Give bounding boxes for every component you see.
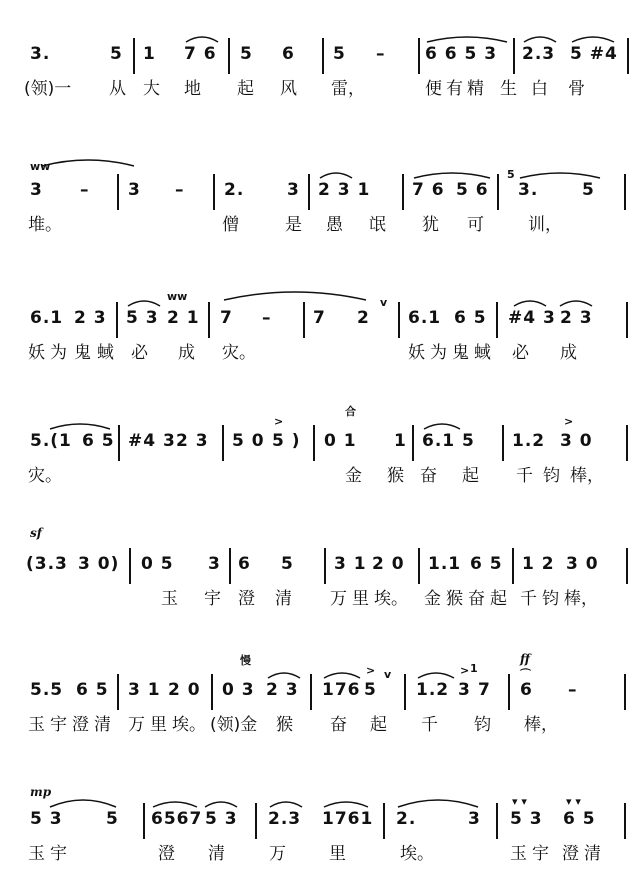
lyric-char: 生	[500, 79, 517, 99]
slur	[322, 797, 370, 809]
lyric-line	[0, 463, 640, 491]
slur	[518, 168, 602, 180]
lyric-char: 里	[352, 589, 369, 609]
lyric-char: 骨	[568, 79, 585, 99]
lyric-char: 奋	[468, 589, 485, 609]
note: 2.3	[522, 44, 556, 64]
barline	[626, 548, 628, 584]
dynamic-marking: mp	[30, 785, 52, 799]
breath-mark: v	[380, 296, 388, 309]
note: 6 5	[82, 431, 115, 451]
barline	[222, 425, 224, 461]
lyric-char: 起	[237, 79, 254, 99]
lyric-char: 千	[421, 715, 438, 735]
slur	[425, 32, 509, 44]
note: 6 5	[454, 308, 487, 328]
note: 3 1	[334, 554, 367, 574]
lyric-char: 为	[50, 343, 67, 363]
barline	[143, 803, 145, 839]
slur	[318, 168, 354, 180]
barline	[303, 302, 305, 338]
note: 1	[143, 44, 156, 64]
barline	[497, 174, 499, 210]
barline	[512, 548, 514, 584]
lyric-char: 玉	[28, 844, 45, 864]
note: 6 5	[76, 680, 109, 700]
slur	[416, 668, 456, 680]
note: –	[568, 680, 578, 700]
trill-mark: ww	[167, 290, 188, 303]
lyric-char: 妖	[28, 343, 45, 363]
notation-line	[0, 785, 640, 839]
lyric-char: 妖	[408, 343, 425, 363]
lyric-char: 灾。	[28, 466, 62, 486]
notation-line	[0, 526, 640, 584]
lyric-char: 奋	[330, 715, 347, 735]
barline	[508, 674, 510, 710]
lyric-char: 地	[184, 79, 201, 99]
barline	[398, 302, 400, 338]
note: –	[376, 44, 386, 64]
lyric-line	[0, 712, 640, 740]
dynamic-marking: sf	[30, 526, 42, 540]
lyric-char: 犹	[422, 215, 439, 235]
barline	[118, 425, 120, 461]
tie	[222, 288, 368, 302]
note: –	[80, 180, 90, 200]
note: 2 1	[167, 308, 200, 328]
barline	[626, 302, 628, 338]
barline	[324, 548, 326, 584]
notation-line	[0, 290, 640, 338]
note: 2.	[396, 809, 417, 829]
barline	[624, 674, 626, 710]
lyric-char: 清	[208, 844, 225, 864]
note: 3	[287, 180, 300, 200]
note: 3	[458, 680, 471, 700]
slur	[266, 668, 302, 680]
note: 5	[333, 44, 346, 64]
lyric-char: 精	[467, 79, 484, 99]
lyric-char: 猴	[387, 466, 404, 486]
lyric-char: 便	[425, 79, 442, 99]
note: 2 3	[266, 680, 299, 700]
barline	[502, 425, 504, 461]
slur	[126, 296, 162, 308]
slur	[558, 296, 594, 308]
note: #4 3	[508, 308, 556, 328]
barline	[624, 803, 626, 839]
note: 3	[30, 180, 43, 200]
note: 2 0	[168, 680, 201, 700]
note: 5	[110, 44, 123, 64]
note: 7	[313, 308, 326, 328]
note: 1	[394, 431, 407, 451]
note: 6	[238, 554, 251, 574]
lyric-char: 里	[329, 844, 346, 864]
note: 3.	[30, 44, 51, 64]
note: 3	[468, 809, 481, 829]
lyric-char: 是	[285, 215, 302, 235]
note: 6 6 5 3	[425, 44, 498, 64]
note: 1.1	[428, 554, 462, 574]
note: 2 3	[560, 308, 593, 328]
tempo-marking: 慢	[240, 654, 251, 667]
slur	[570, 32, 616, 44]
lyric-char: 万	[269, 844, 286, 864]
note: 2.	[224, 180, 245, 200]
accent-mark: >	[564, 415, 574, 428]
barline	[404, 674, 406, 710]
note: 3 1	[128, 680, 161, 700]
note: –	[175, 180, 185, 200]
lyric-char: 猴	[446, 589, 463, 609]
notation-line	[0, 160, 640, 210]
barline	[626, 425, 628, 461]
accent-mark: >	[274, 415, 284, 428]
lyric-char: 万	[330, 589, 347, 609]
note: 1 2	[522, 554, 555, 574]
breath-mark: v	[384, 668, 392, 681]
barline	[310, 674, 312, 710]
note: 5 #4	[570, 44, 618, 64]
lyric-char: 堆。	[28, 215, 62, 235]
barline	[418, 38, 420, 74]
lyric-char: 僧	[222, 215, 239, 235]
barline	[496, 302, 498, 338]
dynamic-marking: ff	[520, 652, 530, 666]
note: 5 3	[30, 809, 63, 829]
lyric-char: 有	[446, 79, 463, 99]
lyric-char: 愚	[326, 215, 343, 235]
slur	[322, 668, 362, 680]
barline	[627, 38, 629, 74]
lyric-char: 蜮	[474, 343, 491, 363]
slur	[512, 296, 548, 308]
lyric-char: (领)一	[24, 79, 72, 99]
tie	[40, 156, 136, 168]
barline	[255, 803, 257, 839]
trill-mark: ww	[30, 160, 51, 173]
lyric-char: 灾。	[222, 343, 256, 363]
slur	[151, 797, 199, 809]
note: #4 3	[128, 431, 176, 451]
note: 5	[106, 809, 119, 829]
notation-line	[0, 652, 640, 710]
note: 6 5	[470, 554, 503, 574]
barline	[117, 174, 119, 210]
lyric-char: 鬼	[74, 343, 91, 363]
lyric-char: 里	[150, 715, 167, 735]
lyric-char: 钧	[474, 715, 491, 735]
lyric-char: 宇	[204, 589, 221, 609]
note: 5.(1	[30, 431, 72, 451]
note: 5.5	[30, 680, 64, 700]
slur	[522, 32, 558, 44]
lyric-char: 鬼	[452, 343, 469, 363]
note: 5	[364, 680, 377, 700]
lyric-char: 起	[490, 589, 507, 609]
note: 2 3 1	[318, 180, 371, 200]
note: 2	[357, 308, 370, 328]
barline	[117, 674, 119, 710]
note: 3	[208, 554, 221, 574]
lyric-char: 起	[462, 466, 479, 486]
lyric-line	[0, 841, 640, 869]
lyric-char: 可	[467, 215, 484, 235]
note: –	[262, 308, 272, 328]
barline	[402, 174, 404, 210]
slur	[422, 419, 462, 431]
lyric-char: 大	[143, 79, 160, 99]
lyric-char: 风	[280, 79, 297, 99]
accent-mark: >	[460, 664, 470, 677]
lyric-char: 奋	[420, 466, 437, 486]
lyric-char: 澄	[238, 589, 255, 609]
lyric-char: 成	[560, 343, 577, 363]
note: 5	[281, 554, 294, 574]
barline	[383, 803, 385, 839]
lyric-char: 清	[94, 715, 111, 735]
lyric-char: 蜮	[97, 343, 114, 363]
note: 5 6	[456, 180, 489, 200]
note: 6	[520, 680, 533, 700]
barline	[211, 674, 213, 710]
lyric-char: 金	[424, 589, 441, 609]
accent-mark: >	[366, 664, 376, 677]
lyric-char: 清	[275, 589, 292, 609]
lyric-char: 白	[531, 79, 548, 99]
lyric-char: 澄	[158, 844, 175, 864]
note: 6.1	[422, 431, 456, 451]
lyric-char: (领)金	[210, 715, 258, 735]
lyric-char: 必	[131, 343, 148, 363]
note: 2 0	[372, 554, 405, 574]
lyric-char: 成	[178, 343, 195, 363]
slur	[48, 795, 118, 809]
note: (3.3	[26, 554, 68, 574]
note: 5 3	[510, 809, 543, 829]
barline	[624, 174, 626, 210]
lyric-line	[0, 212, 640, 240]
barline	[228, 38, 230, 74]
note: 5 3	[126, 308, 159, 328]
lyric-char: 玉	[161, 589, 178, 609]
slur	[268, 797, 304, 809]
lyric-char: 雷，	[331, 79, 365, 99]
note: 5 3	[205, 809, 238, 829]
lyric-char: 澄	[72, 715, 89, 735]
notation-line	[0, 38, 640, 74]
barline	[129, 548, 131, 584]
lyric-char: 千	[520, 589, 537, 609]
lyric-line	[0, 76, 640, 104]
lyric-char: 猴	[276, 715, 293, 735]
note: 7	[478, 680, 491, 700]
note: 2.3	[268, 809, 302, 829]
note: 1.2	[512, 431, 546, 451]
barline	[229, 548, 231, 584]
lyric-char: 训，	[528, 215, 562, 235]
note: 7 6	[412, 180, 445, 200]
slur	[203, 797, 239, 809]
note: 5 )	[272, 431, 301, 451]
barline	[208, 302, 210, 338]
lyric-char: 埃。	[172, 715, 206, 735]
lyric-line	[0, 340, 640, 368]
lyric-char: 氓	[369, 215, 386, 235]
barline	[513, 38, 515, 74]
lyric-char: 棒，	[524, 715, 558, 735]
fermata-mark: ⌒	[520, 668, 531, 681]
staccato-marks: ▾ ▾	[512, 795, 527, 808]
note: 0 5	[141, 554, 174, 574]
lyric-char: 棒，	[570, 466, 604, 486]
grace-note: 5	[507, 168, 515, 181]
note: 6	[282, 44, 295, 64]
barline	[116, 302, 118, 338]
lyric-char: 钧	[543, 466, 560, 486]
note: 5	[240, 44, 253, 64]
note: 2 3	[176, 431, 209, 451]
note: 6 5	[563, 809, 596, 829]
barline	[418, 548, 420, 584]
notation-line	[0, 405, 640, 461]
note: 7 6	[184, 44, 217, 64]
note: 3 0	[566, 554, 599, 574]
lyric-char: 埃。	[374, 589, 408, 609]
lyric-char: 澄	[562, 844, 579, 864]
note: 3.	[518, 180, 539, 200]
barline	[313, 425, 315, 461]
slur	[396, 795, 480, 809]
lyric-char: 宇	[50, 715, 67, 735]
lyric-char: 必	[512, 343, 529, 363]
note: 3 0	[560, 431, 593, 451]
note: 1761	[322, 809, 374, 829]
lyric-char: 从	[109, 79, 126, 99]
lyric-line	[0, 586, 640, 614]
barline	[412, 425, 414, 461]
note: 5	[462, 431, 475, 451]
note: 2 3	[74, 308, 107, 328]
barline	[496, 803, 498, 839]
lyric-char: 宇	[50, 844, 67, 864]
grace-note: 1	[470, 662, 478, 675]
note: 7	[220, 308, 233, 328]
staccato-marks: ▾ ▾	[566, 795, 581, 808]
lyric-char: 万	[128, 715, 145, 735]
lyric-char: 清	[584, 844, 601, 864]
lyric-char: 千	[516, 466, 533, 486]
slur	[48, 419, 112, 431]
lyric-char: 为	[430, 343, 447, 363]
lyric-char: 起	[370, 715, 387, 735]
barline	[308, 174, 310, 210]
note: 6567	[151, 809, 203, 829]
note: 6.1	[408, 308, 442, 328]
barline	[213, 174, 215, 210]
note: 1.2	[416, 680, 450, 700]
lyric-char: 金	[345, 466, 362, 486]
lyric-char: 钧	[542, 589, 559, 609]
lyric-char: 埃。	[400, 844, 434, 864]
note: 0 1	[324, 431, 357, 451]
tempo-marking: 合	[345, 405, 356, 418]
note: 5 0	[232, 431, 265, 451]
lyric-char: 棒，	[564, 589, 598, 609]
barline	[322, 38, 324, 74]
barline	[133, 38, 135, 74]
note: 5	[582, 180, 595, 200]
lyric-char: 玉	[28, 715, 45, 735]
slur	[412, 168, 492, 180]
note: 6.1	[30, 308, 64, 328]
lyric-char: 宇	[532, 844, 549, 864]
lyric-char: 玉	[510, 844, 527, 864]
slur	[184, 32, 220, 44]
note: 3	[128, 180, 141, 200]
note: 3 0)	[78, 554, 120, 574]
note: 176	[322, 680, 361, 700]
note: 0 3	[222, 680, 255, 700]
